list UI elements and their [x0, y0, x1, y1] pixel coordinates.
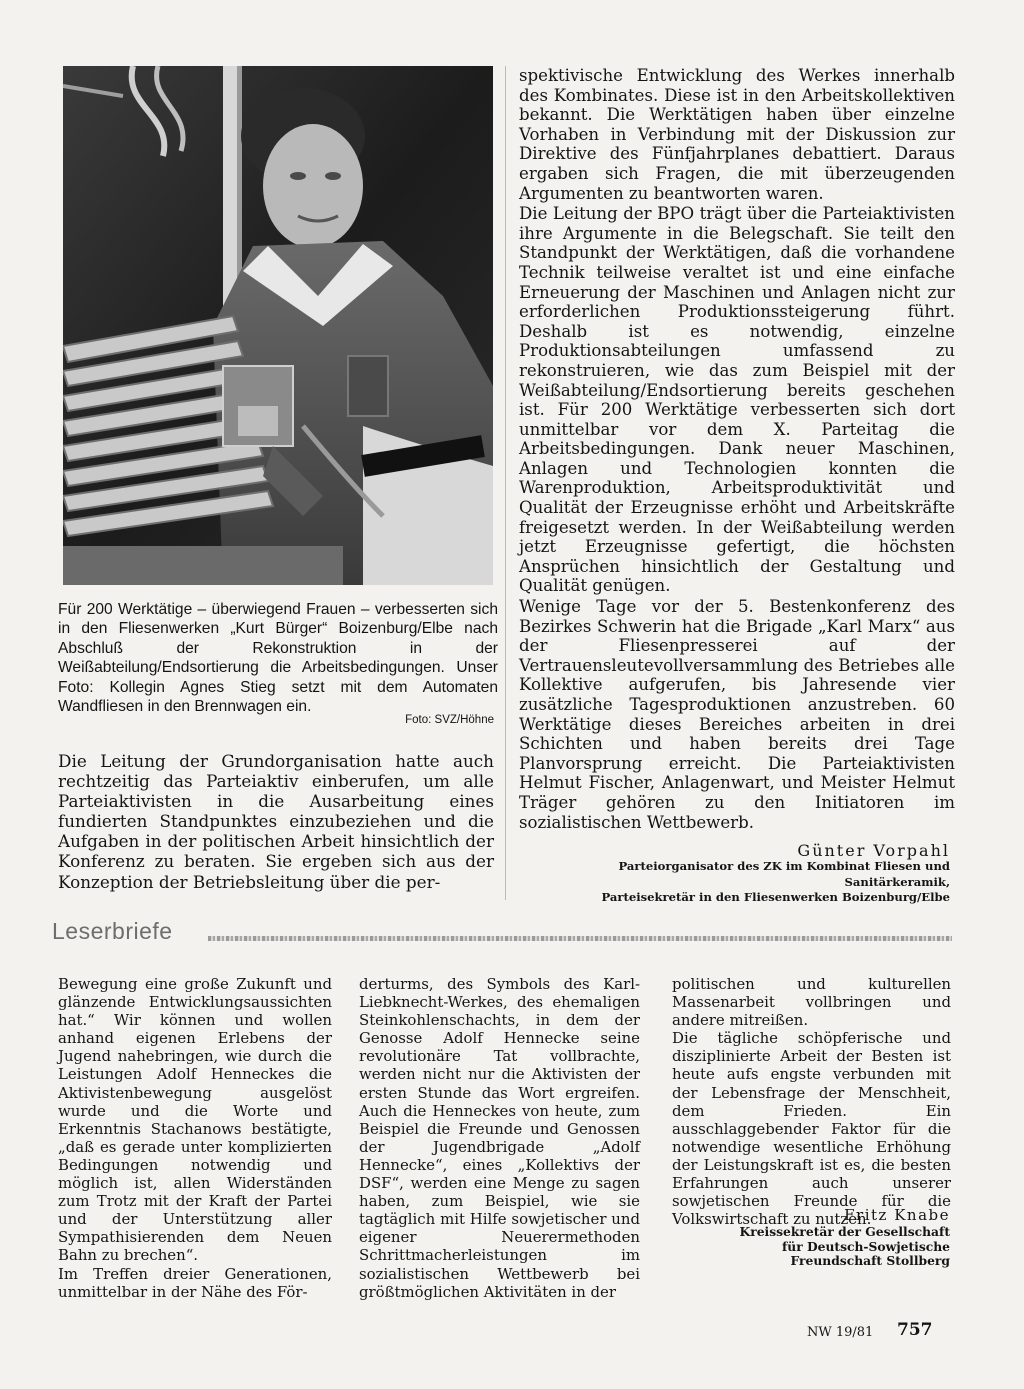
article-paragraph: Die Leitung der BPO trägt über die Parteiaktivisten ihre Argumente in die Belegschaft. Sie teilt den Standpunkt der Werktätigen, daß die vorhandene Technik teilweise veraltet ist und eine einfache Erneuerung der Maschinen und Anlagen nicht zur erforderlichen Produktionssteigerung führt. Deshalb ist es notwendig, einzelne Produktionsabteilungen umfassend zu rekonstruieren, wie das zum Beispiel mit der Weißabteilung/Endsortierung bereits geschehen ist. Für 200 Werktätige verbesserten sich dort unmittelbar vor dem X. Parteitag die Arbeitsbedingungen. Dank neuer Maschinen, Anlagen und Technologien konnten die Warenproduktion, Arbeitsproduktivität und Qualität der Erzeugnisse erhöht und Arbeitskräfte freigesetzt werden. In der Weißabteilung werden jetzt Erzeugnisse gefertigt, die höchsten Ansprüchen hinsichtlich der Gestaltung und Qualität genügen. — [519, 204, 955, 596]
article-right-column — [519, 66, 955, 833]
article-author: Günter Vorpahl — [797, 841, 950, 860]
article-photo — [63, 66, 493, 585]
letter-author: Fritz Knabe — [844, 1206, 950, 1224]
letters-column-2 — [359, 975, 640, 1301]
photo-credit: Foto: SVZ/Höhne — [405, 714, 494, 726]
letters-column-1 — [58, 975, 332, 1301]
author-role-line: Freundschaft Stollberg — [790, 1253, 950, 1269]
author-role-line: für Deutsch-Sowjetische — [781, 1238, 950, 1254]
letter-paragraph: Im Treffen dreier Generationen, unmittelbar in der Nähe des För- — [58, 1264, 332, 1301]
column-divider — [505, 66, 506, 900]
caption-text: Für 200 Werktätige – überwiegend Frauen – verbesserten sich in den Fliesenwerken „Kurt Bürger“ Boizenburg/Elbe nach Abschluß der Rekonstruktion in der Weißabteilung/Endsortierung die Arbeitsbedingungen. Unser Foto: Kollegin Agnes Stieg setzt mit dem Automaten Wandfliesen in den Brennwagen ein. — [58, 601, 498, 716]
author-role-line: Parteiorganisator des ZK im Kombinat Fliesen und Sanitärkeramik, — [618, 859, 950, 889]
page-number: 757 — [897, 1320, 933, 1340]
author-role-line: Kreissekretär der Gesellschaft — [739, 1224, 950, 1239]
section-heading-rule — [208, 936, 952, 941]
section-heading-leserbriefe: Leserbriefe — [52, 918, 173, 944]
letters-column-3 — [672, 975, 951, 1228]
article-author-role — [540, 859, 950, 906]
letter-paragraph: politischen und kulturellen Massenarbeit vollbringen und andere mitreißen. — [672, 975, 951, 1030]
letter-paragraph: Die tägliche schöpferische und disziplinierte Arbeit der Besten ist heute aufs engste verbunden mit der Lebensfrage der Menschheit, dem Frieden. Ein ausschlaggebender Faktor für die notwendige wesentliche Erhöhung der Leistungskraft ist es, die besten Erfahrungen auch unserer sowjetischen Freunde für die Volkswirtschaft zu nutzen. — [672, 1029, 951, 1229]
letter-paragraph: derturms, des Symbols des Karl-Liebknecht-Werkes, des ehemaligen Steinkohlenschachts, in dem der Genosse Adolf Hennecke seine revolutionäre Tat vollbrachte, werden nicht nur die Aktivisten der ersten Stunde das Wort ergreifen. Auch die Henneckes von heute, zum Beispiel die Freunde und Genossen der Jugendbrigade „Adolf Hennecke“, eines „Kollektivs der DSF“, werden eine Menge zu sagen haben, zum Beispiel, wie sie tagtäglich mit Hilfe sowjetischer und eigener Neuerermethoden Schrittmacherleistungen im sozialistischen Wettbewerb bei größtmöglichen Aktivitäten in der — [359, 975, 640, 1301]
article-paragraph: spektivische Entwicklung des Werkes innerhalb des Kombinates. Diese ist in den Arbeitskollektiven bekannt. Die Werktätigen haben über einzelne Vorhaben in Verbindung mit der Diskussion zur Direktive des Fünfjahrplanes debattiert. Daraus ergaben sich Fragen, die mit überzeugenden Argumenten zu beantworten waren. — [519, 66, 955, 203]
photo-worker-illustration — [63, 66, 493, 585]
photo-caption — [58, 600, 498, 716]
article-paragraph: Die Leitung der Grundorganisation hatte auch rechtzeitig das Parteiaktiv einberufen, um alle Parteiaktivisten in die Ausarbeitung eines fundierten Standpunktes einzubeziehen und die Aufgaben in der politischen Arbeit hinsichtlich der Konferenz zu beraten. Sie ergeben sich aus der Konzeption der Betriebsleitung über die per- — [58, 751, 494, 892]
letter-paragraph: Bewegung eine große Zukunft und glänzende Entwicklungsaussichten hat.“ Wir können und wollen anhand eigenen Erlebens der Jugend nahebringen, wie durch die Leistungen Adolf Henneckes die Aktivistenbewegung ausgelöst wurde und die Worte und Erkenntnis Stachanows bestätigte, „daß es gerade unter komplizierten Bedingungen notwendig und möglich ist, allen Widerständen zum Trotz mit der Kraft der Partei und der Unterstützung aller Sympathisierenden dem Neuen Bahn zu brechen“. — [58, 975, 332, 1265]
article-left-column — [58, 751, 494, 893]
issue-number: NW 19/81 — [807, 1325, 874, 1340]
author-role-line: Parteisekretär in den Fliesenwerken Boizenburg/Elbe — [601, 890, 950, 905]
article-paragraph: Wenige Tage vor der 5. Bestenkonferenz des Bezirkes Schwerin hat die Brigade „Karl Marx“ aus der Fliesenpresserei auf der Vertrauensleutevollversammlung des Betriebes alle Kollektive aufgerufen, bis Jahresende vier zusätzliche Tagesproduktionen anzustreben. 60 Werktätige dieses Bereiches arbeiten in drei Schichten und haben bereits drei Tage Planvorsprung erreicht. Die Parteiaktivisten Helmut Fischer, Anlagenwart, und Meister Helmut Träger gehören zu den Initiatoren im sozialistischen Wettbewerb. — [519, 597, 955, 832]
letter-author-role — [700, 1225, 950, 1269]
